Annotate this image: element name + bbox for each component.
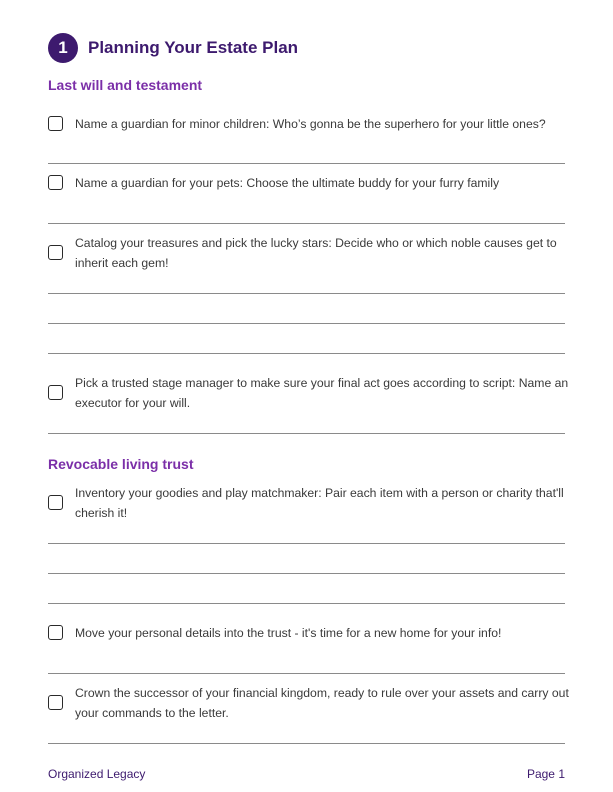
answer-line[interactable]	[48, 163, 565, 164]
task-inventory-goodies	[48, 483, 578, 523]
section-heading-last-will: Last will and testament	[48, 77, 203, 93]
task-move-details	[48, 623, 578, 643]
answer-line[interactable]	[48, 293, 565, 294]
task-checkbox[interactable]	[48, 625, 63, 640]
task-label: Move your personal details into the trust - it's time for a new home for your info!	[75, 626, 502, 640]
task-label: Name a guardian for minor children: Who’s gonna be the superhero for your little ones?	[75, 117, 546, 131]
answer-line[interactable]	[48, 603, 565, 604]
answer-line[interactable]	[48, 743, 565, 744]
task-checkbox[interactable]	[48, 495, 63, 510]
task-catalog-treasures	[48, 233, 578, 273]
answer-line[interactable]	[48, 543, 565, 544]
task-label: Pick a trusted stage manager to make sure your final act goes according to script: Name an executor for your will.	[75, 376, 569, 410]
answer-line[interactable]	[48, 223, 565, 224]
task-crown-successor	[48, 683, 578, 723]
task-checkbox[interactable]	[48, 385, 63, 400]
task-name-executor	[48, 373, 578, 413]
page-title: Planning Your Estate Plan	[88, 38, 299, 57]
task-guardian-pets	[48, 173, 578, 193]
task-guardian-children	[48, 114, 578, 134]
section-heading-living-trust: Revocable living trust	[48, 456, 194, 472]
page-header	[48, 33, 298, 63]
task-checkbox[interactable]	[48, 245, 63, 260]
task-label: Catalog your treasures and pick the lucky stars: Decide who or which noble causes get to inherit each gem!	[75, 236, 557, 270]
answer-line[interactable]	[48, 673, 565, 674]
task-checkbox[interactable]	[48, 695, 63, 710]
task-label: Crown the successor of your financial kingdom, ready to rule over your assets and carry out your commands to the letter.	[75, 686, 569, 720]
task-label: Inventory your goodies and play matchmaker: Pair each item with a person or charity that'll cherish it!	[75, 486, 564, 520]
footer-brand: Organized Legacy	[48, 767, 146, 781]
step-number-badge: 1	[48, 33, 78, 63]
task-checkbox[interactable]	[48, 175, 63, 190]
task-checkbox[interactable]	[48, 116, 63, 131]
answer-line[interactable]	[48, 433, 565, 434]
footer-page-number: Page 1	[526, 767, 565, 781]
answer-line[interactable]	[48, 353, 565, 354]
task-label: Name a guardian for your pets: Choose the ultimate buddy for your furry family	[75, 176, 500, 190]
answer-line[interactable]	[48, 323, 565, 324]
answer-line[interactable]	[48, 573, 565, 574]
